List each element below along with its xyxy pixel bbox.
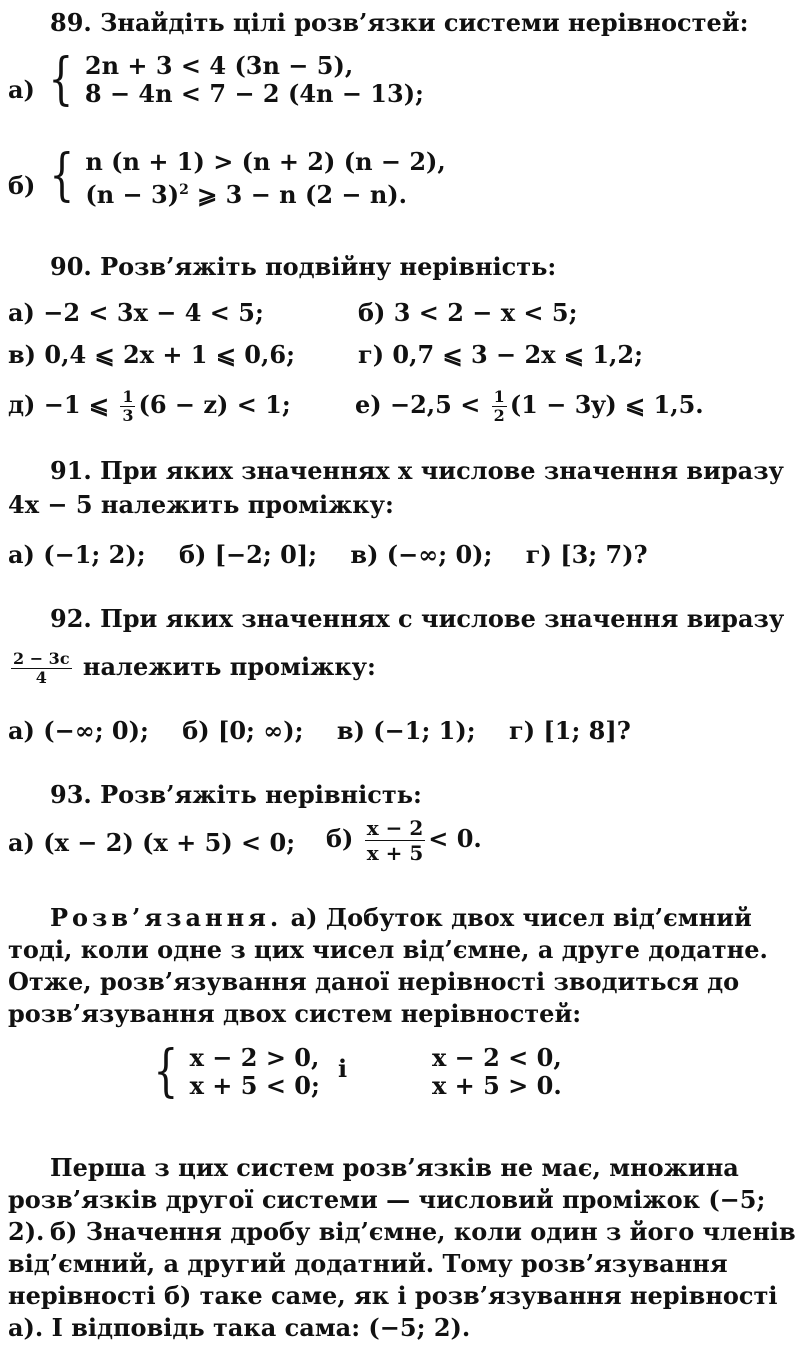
solution-heading: Розв’язання. (50, 903, 283, 932)
brace-icon: { (153, 1039, 179, 1104)
inequality-line: $(n - 3)^2$ ⩾ 3 − n (2 − n). (85, 180, 407, 209)
task-89-a (8, 47, 424, 112)
conjunction: і (338, 1054, 348, 1083)
inequality-line: 8 − 4n < 7 − 2 (4n − 13); (84, 79, 424, 108)
task-92-line1: 92. При яких значеннях c числове значення виразу (50, 604, 785, 633)
task-90-title: 90. Розв’яжіть подвійну нерівність: (50, 252, 557, 281)
system-89a (43, 47, 424, 112)
task-91-line1: 91. При яких значеннях x числове значення виразу (50, 456, 784, 485)
solution-paragraph-1: Розв’язання. а) Добуток двох чисел від’ємний тоді, коли одне з цих чисел від’ємне, а друге додатне. Отже, розв’язування даної нерівності зводиться до розв’язування двох систем нерівностей: (8, 903, 768, 1028)
task-90-v: в) 0,4 ⩽ 2x + 1 ⩽ 0,6; (8, 340, 295, 369)
inequality-line: 2n + 3 < 4 (3n − 5), (84, 51, 354, 80)
brace-icon: { (48, 47, 74, 112)
task-90-e: е) −2,5 < $\frac{1}{2}$ (1 − 3y) ⩽ 1,5. (355, 387, 704, 425)
task-93-a: а) (x − 2) (x + 5) < 0; (8, 828, 296, 857)
task-90-a: а) −2 < 3x − 4 < 5; (8, 298, 264, 327)
task-93-title: 93. Розв’яжіть нерівність: (50, 780, 422, 809)
solution-paragraph-3: б) Значення дробу від’ємне, коли один з його членів від’ємний, а другий додатний. Тому розв’язування нерівності б) таке саме, як і розв’язування нерівності а). І відповідь така сама: (−5; 2). (8, 1217, 796, 1342)
task-89-title: 89. Знайдіть цілі розв’язки системи нерівностей: (50, 8, 749, 37)
fraction: $\frac{x - 2}{x + 5}$ (366, 816, 424, 865)
fraction: $\frac{1}{2}$ (493, 387, 505, 425)
task-92-line2: $\frac{2 - 3c}{4}$ належить проміжку: (13, 649, 376, 687)
task-91-options: а) (−1; 2); б) [−2; 0]; в) (−∞; 0); г) [3; 7)? (8, 540, 648, 569)
task-90-d: д) −1 ⩽ $\frac{1}{3}$ (6 − z) < 1; (8, 387, 291, 425)
task-90-g: г) 0,7 ⩽ 3 − 2x ⩽ 1,2; (358, 340, 643, 369)
solution-paragraph-2: Перша з цих систем розв’язків не має, множина розв’язків другої системи — числовий проміжок (−5; 2). (8, 1153, 766, 1246)
system-1: { x − 2 > 0, x + 5 < 0; (153, 1039, 320, 1104)
task-90-b: б) 3 < 2 − x < 5; (358, 298, 578, 327)
task-91-line2: 4x − 5 належить проміжку: (8, 490, 394, 519)
solution-systems (148, 1039, 320, 1104)
system-2: x − 2 < 0, x + 5 > 0. (432, 1043, 562, 1100)
task-93-b: б) $\frac{x - 2}{x + 5}$ < 0. (326, 816, 482, 865)
label-a: а) (8, 75, 35, 104)
task-92-options: а) (−∞; 0); б) [0; ∞); в) (−1; 1); г) [1; 8]? (8, 716, 631, 745)
fraction: $\frac{1}{3}$ (122, 387, 134, 425)
fraction: $\frac{2 - 3c}{4}$ (13, 649, 70, 687)
task-89-b (8, 143, 446, 209)
inequality-line: n (n + 1) > (n + 2) (n − 2), (85, 147, 446, 176)
brace-icon: { (49, 143, 75, 208)
label-b: б) (8, 171, 36, 200)
system-89b (44, 143, 446, 209)
